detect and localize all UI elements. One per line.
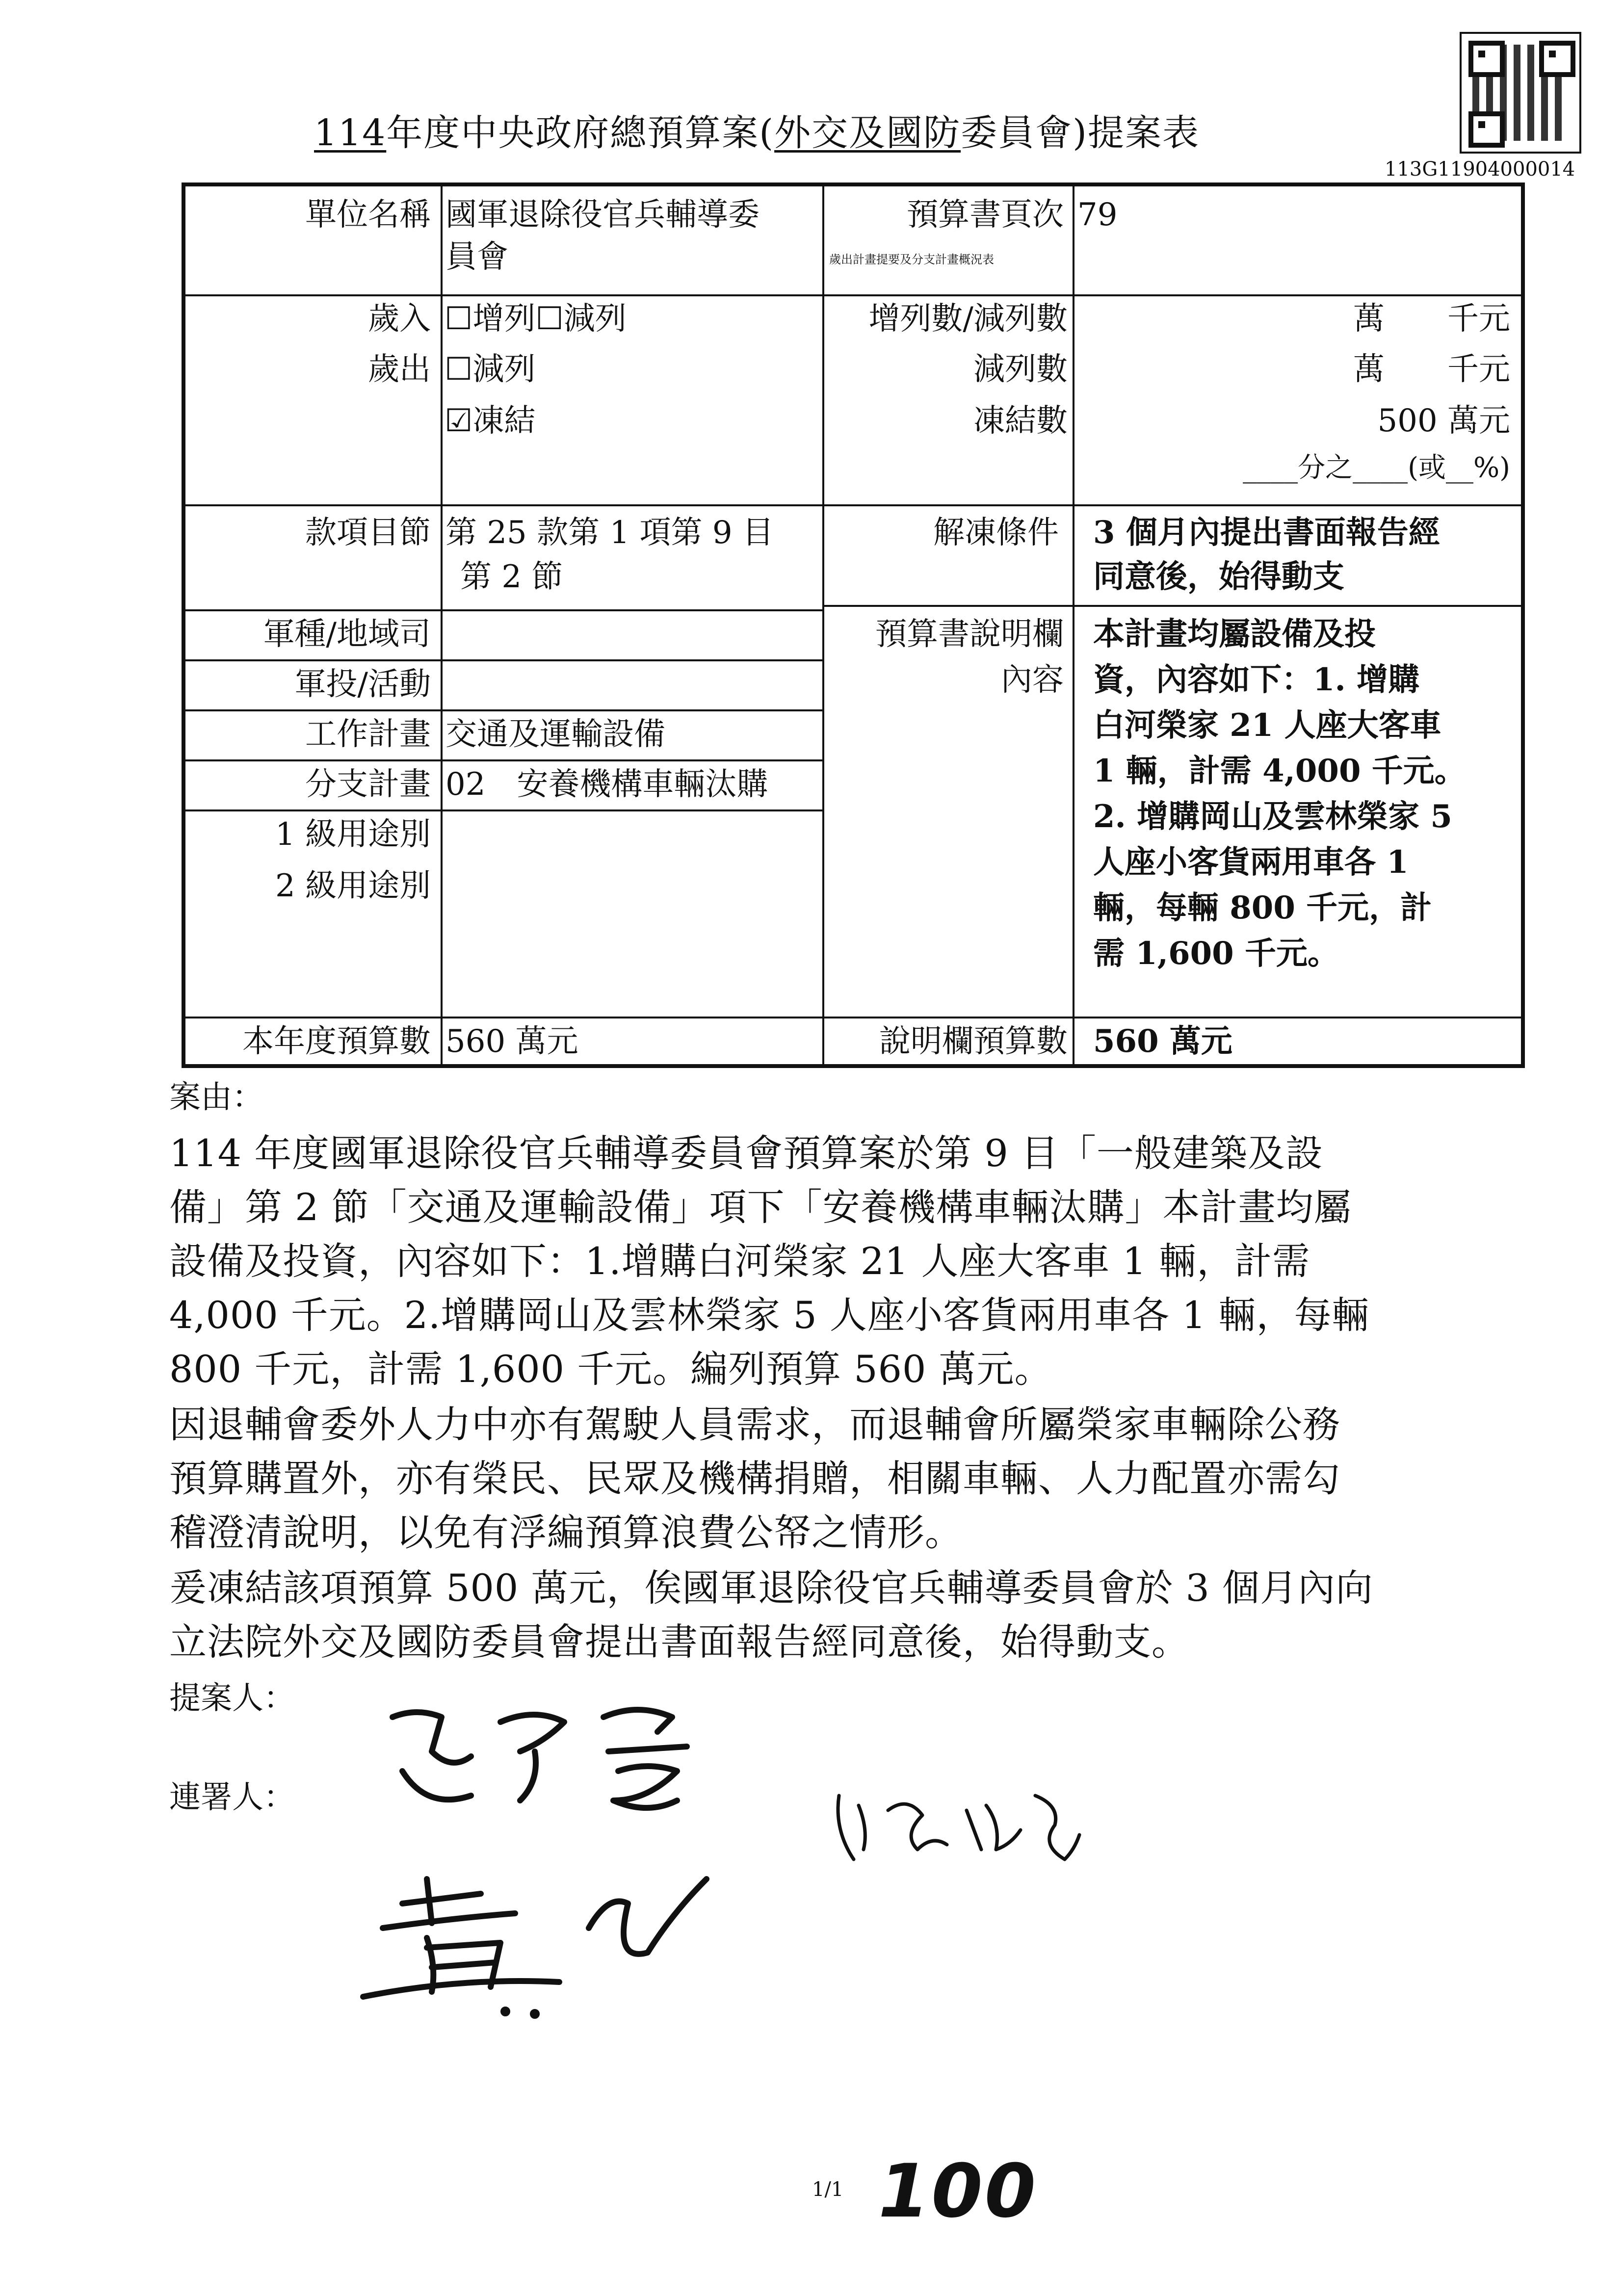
work-plan-value: 交通及運輸設備 <box>445 716 665 753</box>
qr-code-icon <box>1460 32 1581 154</box>
page-label: 預算書頁次 <box>907 197 1064 233</box>
reason-line: 4,000 千元。2.增購岡山及雲林榮家 5 人座小客貨兩用車各 1 輛，每輛 <box>169 1293 1370 1337</box>
desc-line: 2. 增購岡山及雲林榮家 5 <box>1093 798 1452 835</box>
title-year: 114 <box>314 112 387 154</box>
title-committee: 外交及國防 <box>774 112 961 154</box>
desc-line: 本計畫均屬設備及投 <box>1093 616 1376 652</box>
reason-label: 案由： <box>169 1079 263 1116</box>
level2-label: 2 級用途別 <box>275 868 431 904</box>
revenue-options: ☐增列☐減列 <box>445 301 627 337</box>
signature-3 <box>353 1864 726 2026</box>
unit-label: 單位名稱 <box>305 197 431 233</box>
reason-line: 爰凍結該項預算 500 萬元，俟國軍退除役官兵輔導委員會於 3 個月內向 <box>169 1566 1374 1610</box>
sub-plan-label: 分支計畫 <box>305 766 431 803</box>
fraction-text: ____分之____(或__%) <box>1243 452 1510 484</box>
cosigner-label: 連署人： <box>169 1779 295 1816</box>
desc-line: 人座小客貨兩用車各 1 <box>1093 844 1409 881</box>
desc-budget-label: 說明欄預算數 <box>879 1023 1068 1060</box>
cut-value: 萬 千元 <box>1353 351 1510 388</box>
cut-label: 減列數 <box>973 351 1068 388</box>
work-plan-label: 工作計畫 <box>305 716 431 753</box>
reason-line: 設備及投資，內容如下：1.增購白河榮家 21 人座大客車 1 輛，計需 <box>169 1239 1310 1283</box>
activity-label: 軍投/活動 <box>294 666 431 703</box>
title-part1: 年度中央政府總預算案( <box>386 112 775 154</box>
inc-dec-label: 增列數/減列數 <box>868 301 1068 337</box>
page-title <box>314 104 1200 156</box>
page-value: 79 <box>1077 197 1118 233</box>
document-id: 113G11904000014 <box>1385 158 1575 181</box>
unfreeze-label: 解凍條件 <box>933 515 1059 551</box>
page-sub-label: 歲出計畫提要及分支計畫概況表 <box>829 253 994 266</box>
budget-label: 本年度預算數 <box>242 1023 431 1060</box>
desc-line: 輛，每輛 800 千元，計 <box>1093 889 1432 926</box>
sub-plan-value: 02 安養機構車輛汰購 <box>445 766 768 803</box>
signature-2 <box>824 1776 1089 1874</box>
budget-value: 560 萬元 <box>445 1023 578 1060</box>
section-label: 款項目節 <box>305 515 431 551</box>
reason-line: 800 千元，計需 1,600 千元。編列預算 560 萬元。 <box>169 1347 1052 1391</box>
desc-line: 白河榮家 21 人座大客車 <box>1093 707 1441 744</box>
unit-value-line2: 員會 <box>445 239 508 275</box>
signature-1 <box>373 1697 716 1825</box>
unfreeze-value-line2: 同意後，始得動支 <box>1093 558 1344 595</box>
freeze-label: 凍結數 <box>973 403 1068 439</box>
inc-dec-value: 萬 千元 <box>1353 301 1510 337</box>
section-value-line2: 第 2 節 <box>460 559 563 595</box>
desc-label-line2: 內容 <box>1001 662 1064 698</box>
reason-line: 預算購置外，亦有榮民、民眾及機構捐贈，相關車輛、人力配置亦需勾 <box>169 1457 1340 1500</box>
desc-label-line1: 預算書說明欄 <box>875 616 1064 652</box>
freeze-value: 500 萬元 <box>1377 403 1510 439</box>
unit-value-line1: 國軍退除役官兵輔導委 <box>445 197 760 233</box>
unfreeze-value-line1: 3 個月內提出書面報告經 <box>1093 514 1440 551</box>
branch-label: 軍種/地域司 <box>263 616 431 652</box>
revenue-label: 歲入 <box>368 301 431 337</box>
level1-label: 1 級用途別 <box>275 816 431 853</box>
reason-line: 備」第 2 節「交通及運輸設備」項下「安養機構車輛汰購」本計畫均屬 <box>169 1185 1352 1229</box>
proposal-table <box>182 183 1525 1068</box>
desc-line: 1 輛，計需 4,000 千元。 <box>1093 753 1466 789</box>
expenditure-cut-option: ☐減列 <box>445 351 536 388</box>
desc-line: 需 1,600 千元。 <box>1093 935 1339 972</box>
page-number: 1/1 <box>812 2178 844 2201</box>
stamp-number: 100 <box>878 2149 1038 2234</box>
reason-line: 因退輔會委外人力中亦有駕駛人員需求，而退輔會所屬榮家車輛除公務 <box>169 1403 1340 1446</box>
desc-line: 資，內容如下：1. 增購 <box>1093 661 1420 698</box>
reason-line: 稽澄清說明，以免有浮編預算浪費公帑之情形。 <box>169 1511 963 1554</box>
desc-budget-value: 560 萬元 <box>1093 1023 1232 1060</box>
proposer-label: 提案人： <box>169 1680 295 1717</box>
title-part2: 委員會)提案表 <box>961 112 1200 154</box>
reason-line: 立法院外交及國防委員會提出書面報告經同意後，始得動支。 <box>169 1620 1189 1664</box>
section-value-line1: 第 25 款第 1 項第 9 目 <box>445 515 774 551</box>
expenditure-label: 歲出 <box>368 351 431 388</box>
reason-line: 114 年度國軍退除役官兵輔導委員會預算案於第 9 目「一般建築及設 <box>169 1131 1323 1175</box>
expenditure-freeze-option: ☑凍結 <box>445 403 536 439</box>
